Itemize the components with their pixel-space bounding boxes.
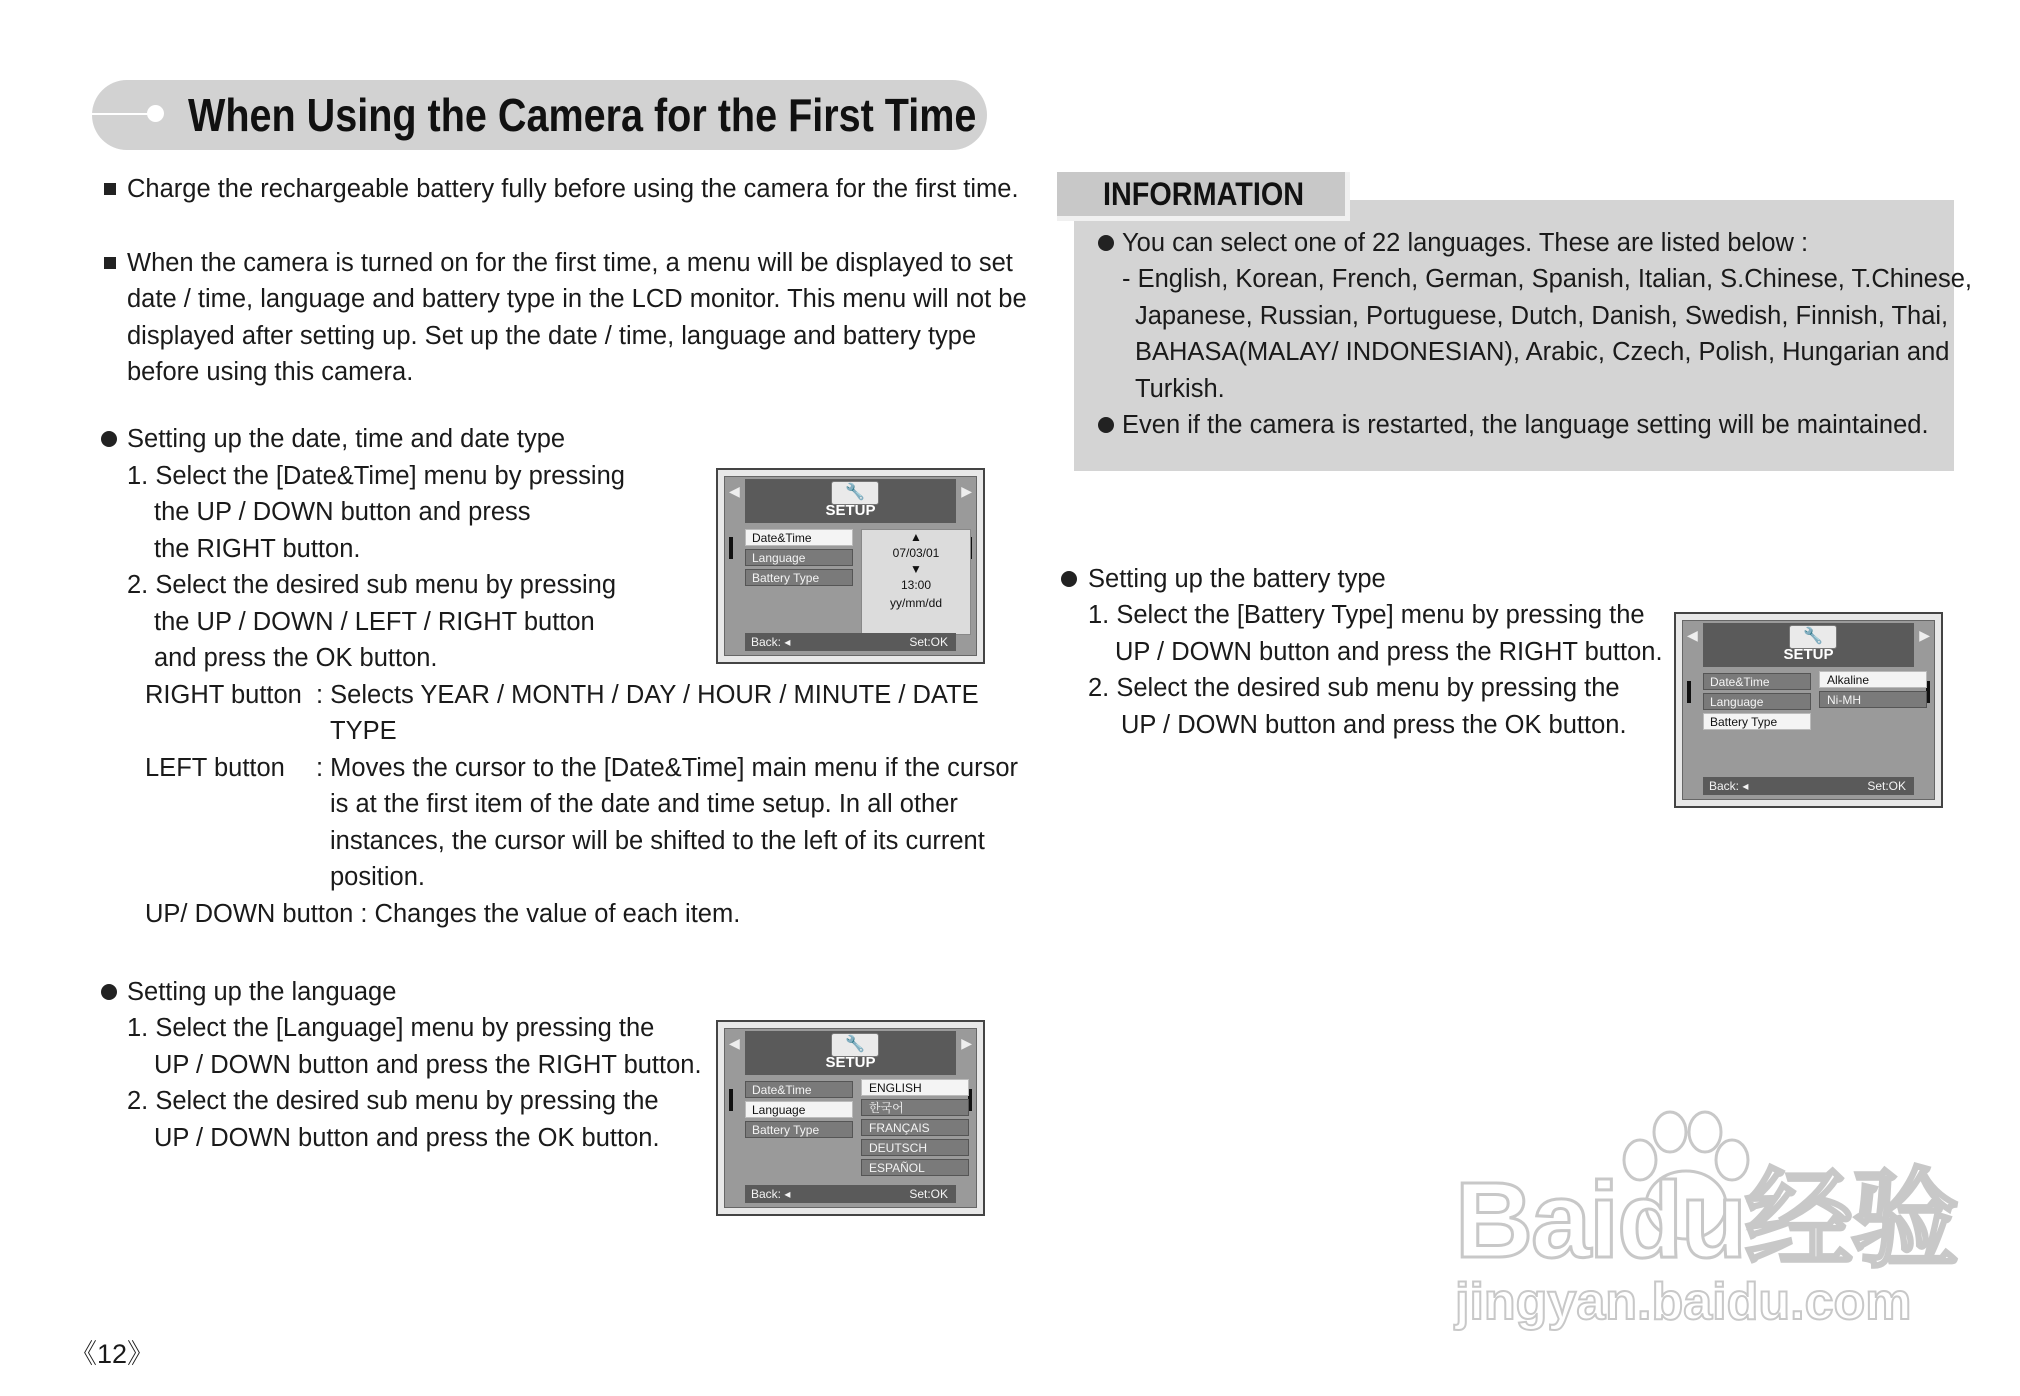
language-section-heading: Setting up the language (127, 978, 397, 1006)
battery-step-line: 1. Select the [Battery Type] menu by pressing the (1088, 601, 1645, 629)
language-step-line: 1. Select the [Language] menu by pressing the (127, 1014, 655, 1042)
info-languages-list: Japanese, Russian, Portuguese, Dutch, Danish, Swedish, Finnish, Thai, (1135, 302, 1949, 330)
left-button-desc: : Moves the cursor to the [Date&Time] main menu if the cursor (316, 754, 1018, 782)
set-hint: Set:OK (909, 1187, 948, 1201)
baidu-watermark: Baidu经验 (1455, 1159, 1958, 1280)
wrench-icon: 🔧 (831, 481, 879, 505)
first-time-menu-line: before using this camera. (127, 358, 414, 386)
info-languages-count: You can select one of 22 languages. These are listed below : (1122, 229, 1809, 257)
language-step-line: UP / DOWN button and press the RIGHT button. (154, 1051, 702, 1079)
right-button-desc: : Selects YEAR / MONTH / DAY / HOUR / MINUTE / DATE (316, 681, 979, 709)
round-bullet (1061, 571, 1077, 587)
date-step-line: the UP / DOWN / LEFT / RIGHT button (154, 608, 595, 636)
date-step-line: the RIGHT button. (154, 535, 361, 563)
page-title: When Using the Camera for the First Time (188, 89, 977, 141)
language-step-line: 2. Select the desired sub menu by pressing the (127, 1087, 659, 1115)
left-button-desc: position. (330, 863, 425, 891)
back-hint: Back: ◂ (751, 635, 791, 649)
menu-language: Language (745, 1101, 853, 1118)
time-value: 13:00 (900, 578, 932, 592)
left-button-desc: instances, the cursor will be shifted to the left of its current (330, 827, 985, 855)
battery-step-line: UP / DOWN button and press the OK button. (1121, 711, 1627, 739)
language-step-line: UP / DOWN button and press the OK button. (154, 1124, 660, 1152)
info-language-persist: Even if the camera is restarted, the language setting will be maintained. (1122, 411, 1929, 439)
setup-label: SETUP (825, 1054, 876, 1071)
square-bullet (104, 183, 116, 195)
date-time-panel: ▲ 07/03/01 ▼ 13:00 yy/mm/dd (861, 529, 971, 635)
left-button-label: LEFT button (145, 754, 285, 782)
lcd-battery-screen: ◀ ▶ 🔧 SETUP Date&Time Language Battery Type Alkaline Ni-MH Back: ◂ Set:OK (1674, 612, 1943, 808)
info-languages-list: Turkish. (1135, 375, 1225, 403)
setup-label: SETUP (825, 502, 876, 519)
date-step-line: 2. Select the desired sub menu by pressing (127, 571, 617, 599)
set-hint: Set:OK (1867, 779, 1906, 793)
first-time-menu-line: displayed after setting up. Set up the date / time, language and battery type (127, 322, 977, 350)
battery-option: Ni-MH (1819, 691, 1927, 708)
date-format-value: yy/mm/dd (889, 596, 942, 610)
date-step-line: 1. Select the [Date&Time] menu by pressing (127, 462, 625, 490)
language-option: ENGLISH (861, 1079, 969, 1096)
left-button-desc: is at the first item of the date and time setup. In all other (330, 790, 958, 818)
back-hint: Back: ◂ (751, 1187, 791, 1201)
title-line-decoration (92, 113, 152, 115)
information-label: INFORMATION (1103, 176, 1305, 212)
round-bullet (1098, 235, 1114, 251)
baidu-watermark-url: jingyan.baidu.com (1455, 1273, 1912, 1331)
battery-charge-note: Charge the rechargeable battery fully before using the camera for the first time. (127, 175, 1019, 203)
lcd-date-time-screen: ◀ ▶ 🔧 SETUP Date&Time Language Battery Type ▲ 07/03/01 ▼ 13:00 yy/mm/dd Back: ◂ Set:OK (716, 468, 985, 664)
battery-step-line: 2. Select the desired sub menu by pressing the (1088, 674, 1620, 702)
updown-button-desc: UP/ DOWN button : Changes the value of each item. (145, 900, 741, 928)
menu-battery-type: Battery Type (745, 1121, 853, 1138)
menu-date-time: Date&Time (1703, 673, 1811, 690)
date-value: 07/03/01 (892, 546, 940, 560)
language-option: 한국어 (861, 1099, 969, 1116)
title-dot-decoration (147, 105, 164, 122)
set-hint: Set:OK (909, 635, 948, 649)
back-hint: Back: ◂ (1709, 779, 1749, 793)
menu-date-time: Date&Time (745, 1081, 853, 1098)
language-option: ESPAÑOL (861, 1159, 969, 1176)
battery-step-line: UP / DOWN button and press the RIGHT button. (1115, 638, 1663, 666)
language-option: FRANÇAIS (861, 1119, 969, 1136)
date-step-line: and press the OK button. (154, 644, 438, 672)
menu-battery-type: Battery Type (745, 569, 853, 586)
menu-battery-type: Battery Type (1703, 713, 1811, 730)
date-step-line: the UP / DOWN button and press (154, 498, 531, 526)
menu-language: Language (745, 549, 853, 566)
first-time-menu-line: date / time, language and battery type in the LCD monitor. This menu will not be (127, 285, 1027, 313)
info-languages-list: - English, Korean, French, German, Spanish, Italian, S.Chinese, T.Chinese, (1122, 265, 1972, 293)
menu-language: Language (1703, 693, 1811, 710)
battery-option: Alkaline (1819, 671, 1927, 688)
lcd-language-screen: ◀ ▶ 🔧 SETUP Date&Time Language Battery Type ENGLISH 한국어 FRANÇAIS DEUTSCH ESPAÑOL Back: ◂ Set:OK (716, 1020, 985, 1216)
language-option: DEUTSCH (861, 1139, 969, 1156)
setup-label: SETUP (1783, 646, 1834, 663)
date-section-heading: Setting up the date, time and date type (127, 425, 566, 453)
first-time-menu-line: When the camera is turned on for the first time, a menu will be displayed to set (127, 249, 1013, 277)
battery-section-heading: Setting up the battery type (1088, 565, 1386, 593)
right-button-desc: TYPE (330, 717, 397, 745)
square-bullet (104, 257, 116, 269)
right-button-label: RIGHT button (145, 681, 302, 709)
info-languages-list: BAHASA(MALAY/ INDONESIAN), Arabic, Czech, Polish, Hungarian and (1135, 338, 1950, 366)
wrench-icon: 🔧 (1789, 625, 1837, 649)
page-number: 《12》 (70, 1339, 155, 1369)
round-bullet (101, 431, 117, 447)
wrench-icon: 🔧 (831, 1033, 879, 1057)
round-bullet (101, 984, 117, 1000)
menu-date-time: Date&Time (745, 529, 853, 546)
round-bullet (1098, 417, 1114, 433)
